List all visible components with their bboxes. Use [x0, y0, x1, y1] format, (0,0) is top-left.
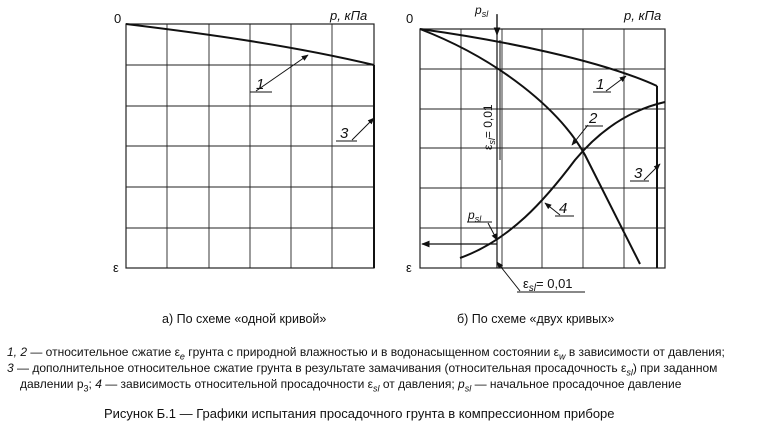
legend-line-3-text-3: от давления; [379, 377, 459, 391]
panel-b-eps-bottom-label: $\varepsilon_{sl}= 0,01$ [523, 276, 573, 294]
legend-line-2-key: 3 [7, 361, 14, 375]
panel-a-subcaption: а) По схеме «одной кривой» [162, 312, 327, 326]
legend-line-1-text: — относительное сжатие ε [27, 345, 180, 359]
panel-a-origin-label: 0 [114, 11, 122, 26]
legend-line-3-text-4: — начальное просадочное давление [471, 377, 682, 391]
legend-line-2-sub-sl: sl [626, 367, 633, 378]
panel-b-grid-lines [420, 29, 665, 268]
panel-a-curve-3-label: 3 [340, 125, 349, 142]
panel-b-subcaption: б) По схеме «двух кривых» [457, 312, 615, 326]
legend-line-3-text-2: — зависимость относительной просадочности ε [101, 377, 374, 391]
panel-b-p-axis-label: p, кПа [624, 8, 662, 23]
panel-a-curve-1-label: 1 [256, 76, 265, 93]
panel-a-p-axis-label: p, кПа [330, 8, 368, 23]
legend-line-3-text: давлении p [20, 377, 84, 391]
panel-b-curve-3-label: 3 [634, 165, 643, 182]
legend-line-3-sub-sl: sl [373, 383, 380, 394]
panel-a-eps-axis-label: ε [113, 260, 119, 275]
legend-line-1-text-2: грунта с природной влажностью и в водонасыщенном состоянии ε [184, 345, 559, 359]
panel-b-eps-axis-label: ε [406, 260, 412, 275]
panel-a-grid-lines [126, 24, 374, 268]
legend-line-2-text-2: ) при заданном [632, 361, 718, 375]
panel-b-origin-label: 0 [406, 11, 414, 26]
panel-b-curve-4-label: 4 [559, 200, 568, 217]
legend-line-3 [20, 377, 780, 395]
legend-line-3-sep: ; [88, 377, 96, 391]
panel-a-labels [113, 8, 367, 275]
panel-a-label-3-leader [352, 118, 374, 140]
legend-line-2-text: — дополнительное относительное сжатие грунта в результате замачивания (относительная просадочность ε [13, 361, 627, 375]
panel-b-label-4-leader [545, 203, 560, 215]
panel-b-psl-mid-arrow [488, 223, 497, 240]
legend-line-3-sub-3: 3 [83, 383, 89, 394]
figure-caption: Рисунок Б.1 — Графики испытания просадочного грунта в компрессионном приборе [104, 406, 615, 421]
panel-b-curve-2-label: 2 [589, 110, 598, 127]
panel-b-curve-2 [420, 29, 640, 264]
panel-b-eps-bottom-leader [497, 262, 520, 291]
legend-line-3-sub-sl-2: sl [464, 383, 472, 394]
panel-b [420, 14, 665, 292]
panel-b-labels [406, 3, 661, 294]
panel-b-grid-frame [420, 29, 665, 268]
panel-b-eps-vertical-label: $\varepsilon_{sl}= 0,01$ [481, 104, 497, 150]
legend-line-3-p: p [458, 377, 465, 391]
panel-b-label-2-leader [572, 125, 588, 145]
legend-line-1-sub-e: e [179, 351, 185, 362]
panel-b-label-1-leader [606, 76, 626, 91]
panel-a [126, 24, 374, 268]
legend-line-3-key-4: 4 [95, 377, 102, 391]
legend-line-1-keys: 1, 2 [7, 345, 28, 359]
panel-b-psl-mid-label: $p_{sl}$ [468, 208, 482, 224]
panel-b-psl-top-label: $p_{sl}$ [475, 3, 489, 19]
legend-line-1-sub-w: w [558, 351, 566, 362]
panel-b-curve-1-label: 1 [596, 76, 605, 93]
panel-b-curve-1 [420, 29, 657, 86]
legend-line-1-text-3: в зависимости от давления; [565, 345, 725, 359]
